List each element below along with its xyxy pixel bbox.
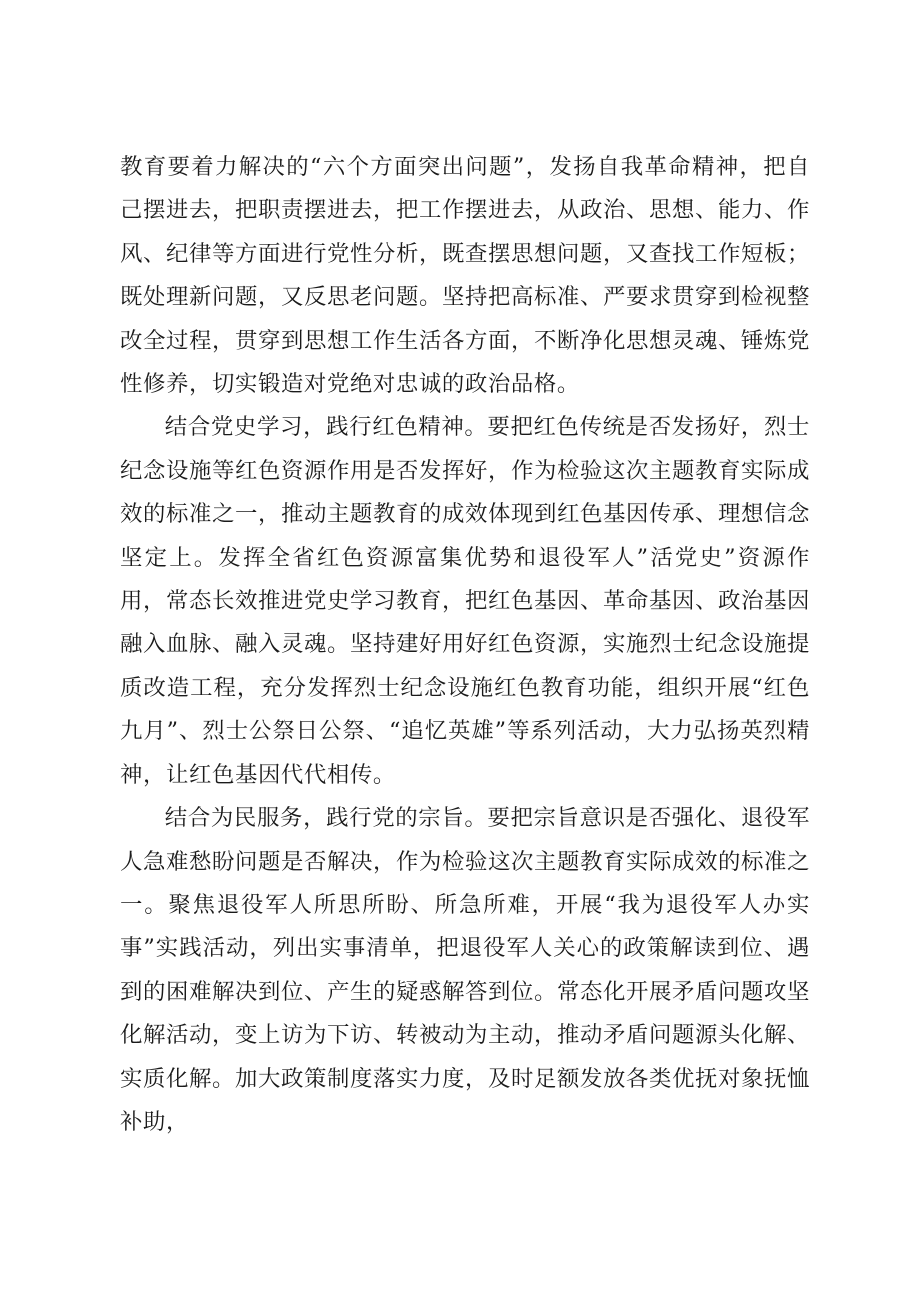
paragraph-red-spirit: 结合党史学习，践行红色精神。要把红色传统是否发扬好，烈士纪念设施等红色资源作用是否发挥好，作为检验这次主题教育实际成效的标准之一，推动主题教育的成效体现到红色基因传承、理想信念坚定上。发挥全省红色资源富集优势和退役军人”活党史”资源作用，常态长效推进党史学习教育，把红色基因、革命基因、政治基因融入血脉、融入灵魂。坚持建好用好红色资源，实施烈士纪念设施提质改造工程，充分发挥烈士纪念设施红色教育功能，组织开展“红色九月”、烈士公祭日公祭、“追忆英雄”等系列活动，大力弘扬英烈精神，让红色基因代代相传。 xyxy=(120,414,810,788)
document-body xyxy=(120,146,810,1144)
paragraph-continued: 教育要着力解决的“六个方面突出问题”，发扬自我革命精神，把自己摆进去，把职责摆进去，把工作摆进去，从政治、思想、能力、作风、纪律等方面进行党性分析，既查摆思想问题，又查找工作短板；既处理新问题，又反思老问题。坚持把高标准、严要求贯穿到检视整改全过程，贯穿到思想工作生活各方面，不断净化思想灵魂、锤炼党性修养，切实锻造对党绝对忠诚的政治品格。 xyxy=(120,154,810,398)
paragraph-serve-people: 结合为民服务，践行党的宗旨。要把宗旨意识是否强化、退役军人急难愁盼问题是否解决，作为检验这次主题教育实际成效的标准之一。聚焦退役军人所思所盼、所急所难，开展“我为退役军人办实事”实践活动，列出实事清单，把退役军人关心的政策解读到位、遇到的困难解决到位、产生的疑惑解答到位。常态化开展矛盾问题攻坚化解活动，变上访为下访、转被动为主动，推动矛盾问题源头化解、实质化解。加大政策制度落实力度，及时足额发放各类优抚对象抚恤补助， xyxy=(120,805,810,1135)
